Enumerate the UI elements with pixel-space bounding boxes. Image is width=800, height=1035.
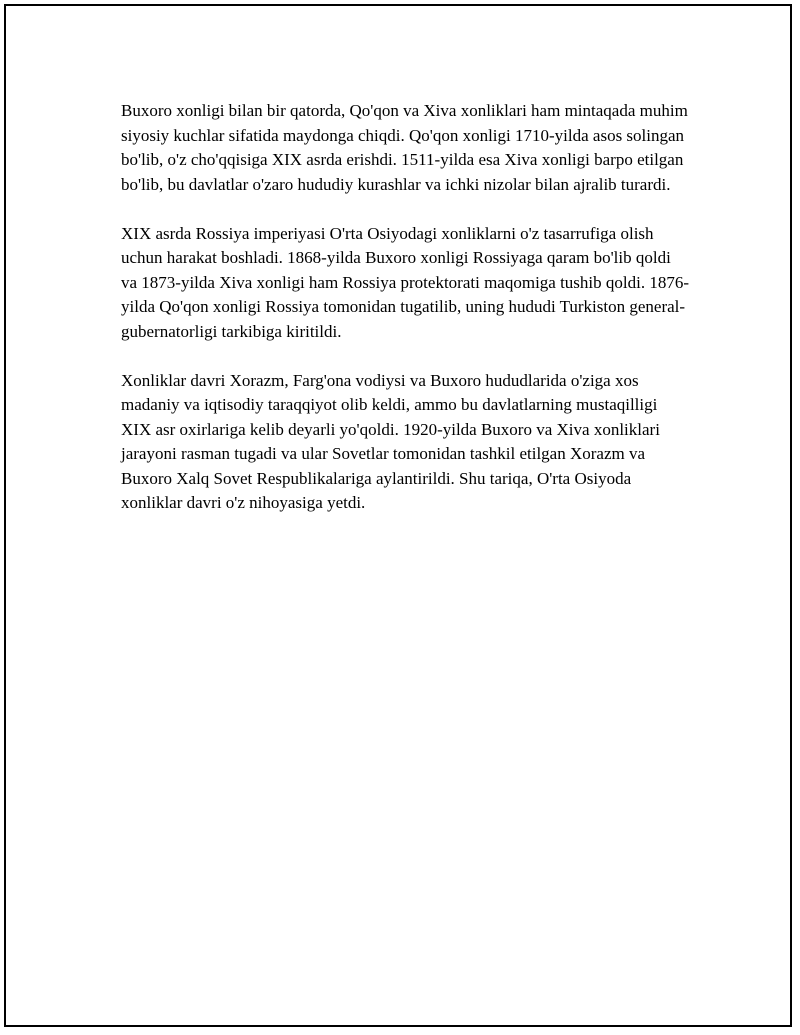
paragraph-russian-conquest: XIX asrda Rossiya imperiyasi O'rta Osiyodagi xonliklarni o'z tasarrufiga olish uchun harakat boshladi. 1868-yilda Buxoro xonligi Rossiyaga qaram bo'lib qoldi va 1873-yilda Xiva xonligi ham Rossiya protektorati maqomiga tushib qoldi. 1876-yilda Qo'qon xonligi Rossiya tomonidan tugatilib, uning hududi Turkiston general-gubernatorligi tarkibiga kiritildi. [121,223,690,341]
paragraph-khanates-intro: Buxoro xonligi bilan bir qatorda, Qo'qon va Xiva xonliklari ham mintaqada muhim siyosiy kuchlar sifatida maydonga chiqdi. Qo'qon xonligi 1710-yilda asos solingan bo'lib, o'z cho'qqisiga XIX asrda erishdi. 1511-yilda esa Xiva xonligi barpo etilgan bo'lib, bu davlatlar o'zaro hududiy kurashlar va ichki nizolar bilan ajralib turardi. [121,101,688,194]
paragraph-khanates-end: Xonliklar davri Xorazm, Farg'ona vodiysi va Buxoro hududlarida o'ziga xos madaniy va iqtisodiy taraqqiyot olib keldi, ammo bu davlatlarning mustaqilligi XIX asr oxirlariga kelib deyarli yo'qoldi. 1920-yilda Buxoro va Xiva xonliklari jarayoni rasman tugadi va ular Sovetlar tomonidan tashkil etilgan Xorazm va Buxoro Xalq Sovet Respublikalariga aylantirildi. Shu tariqa, O'rta Osiyoda xonliklar davri o'z nihoyasiga yetdi. [121,370,660,512]
document-body [121,99,689,540]
document-page [4,4,792,1027]
